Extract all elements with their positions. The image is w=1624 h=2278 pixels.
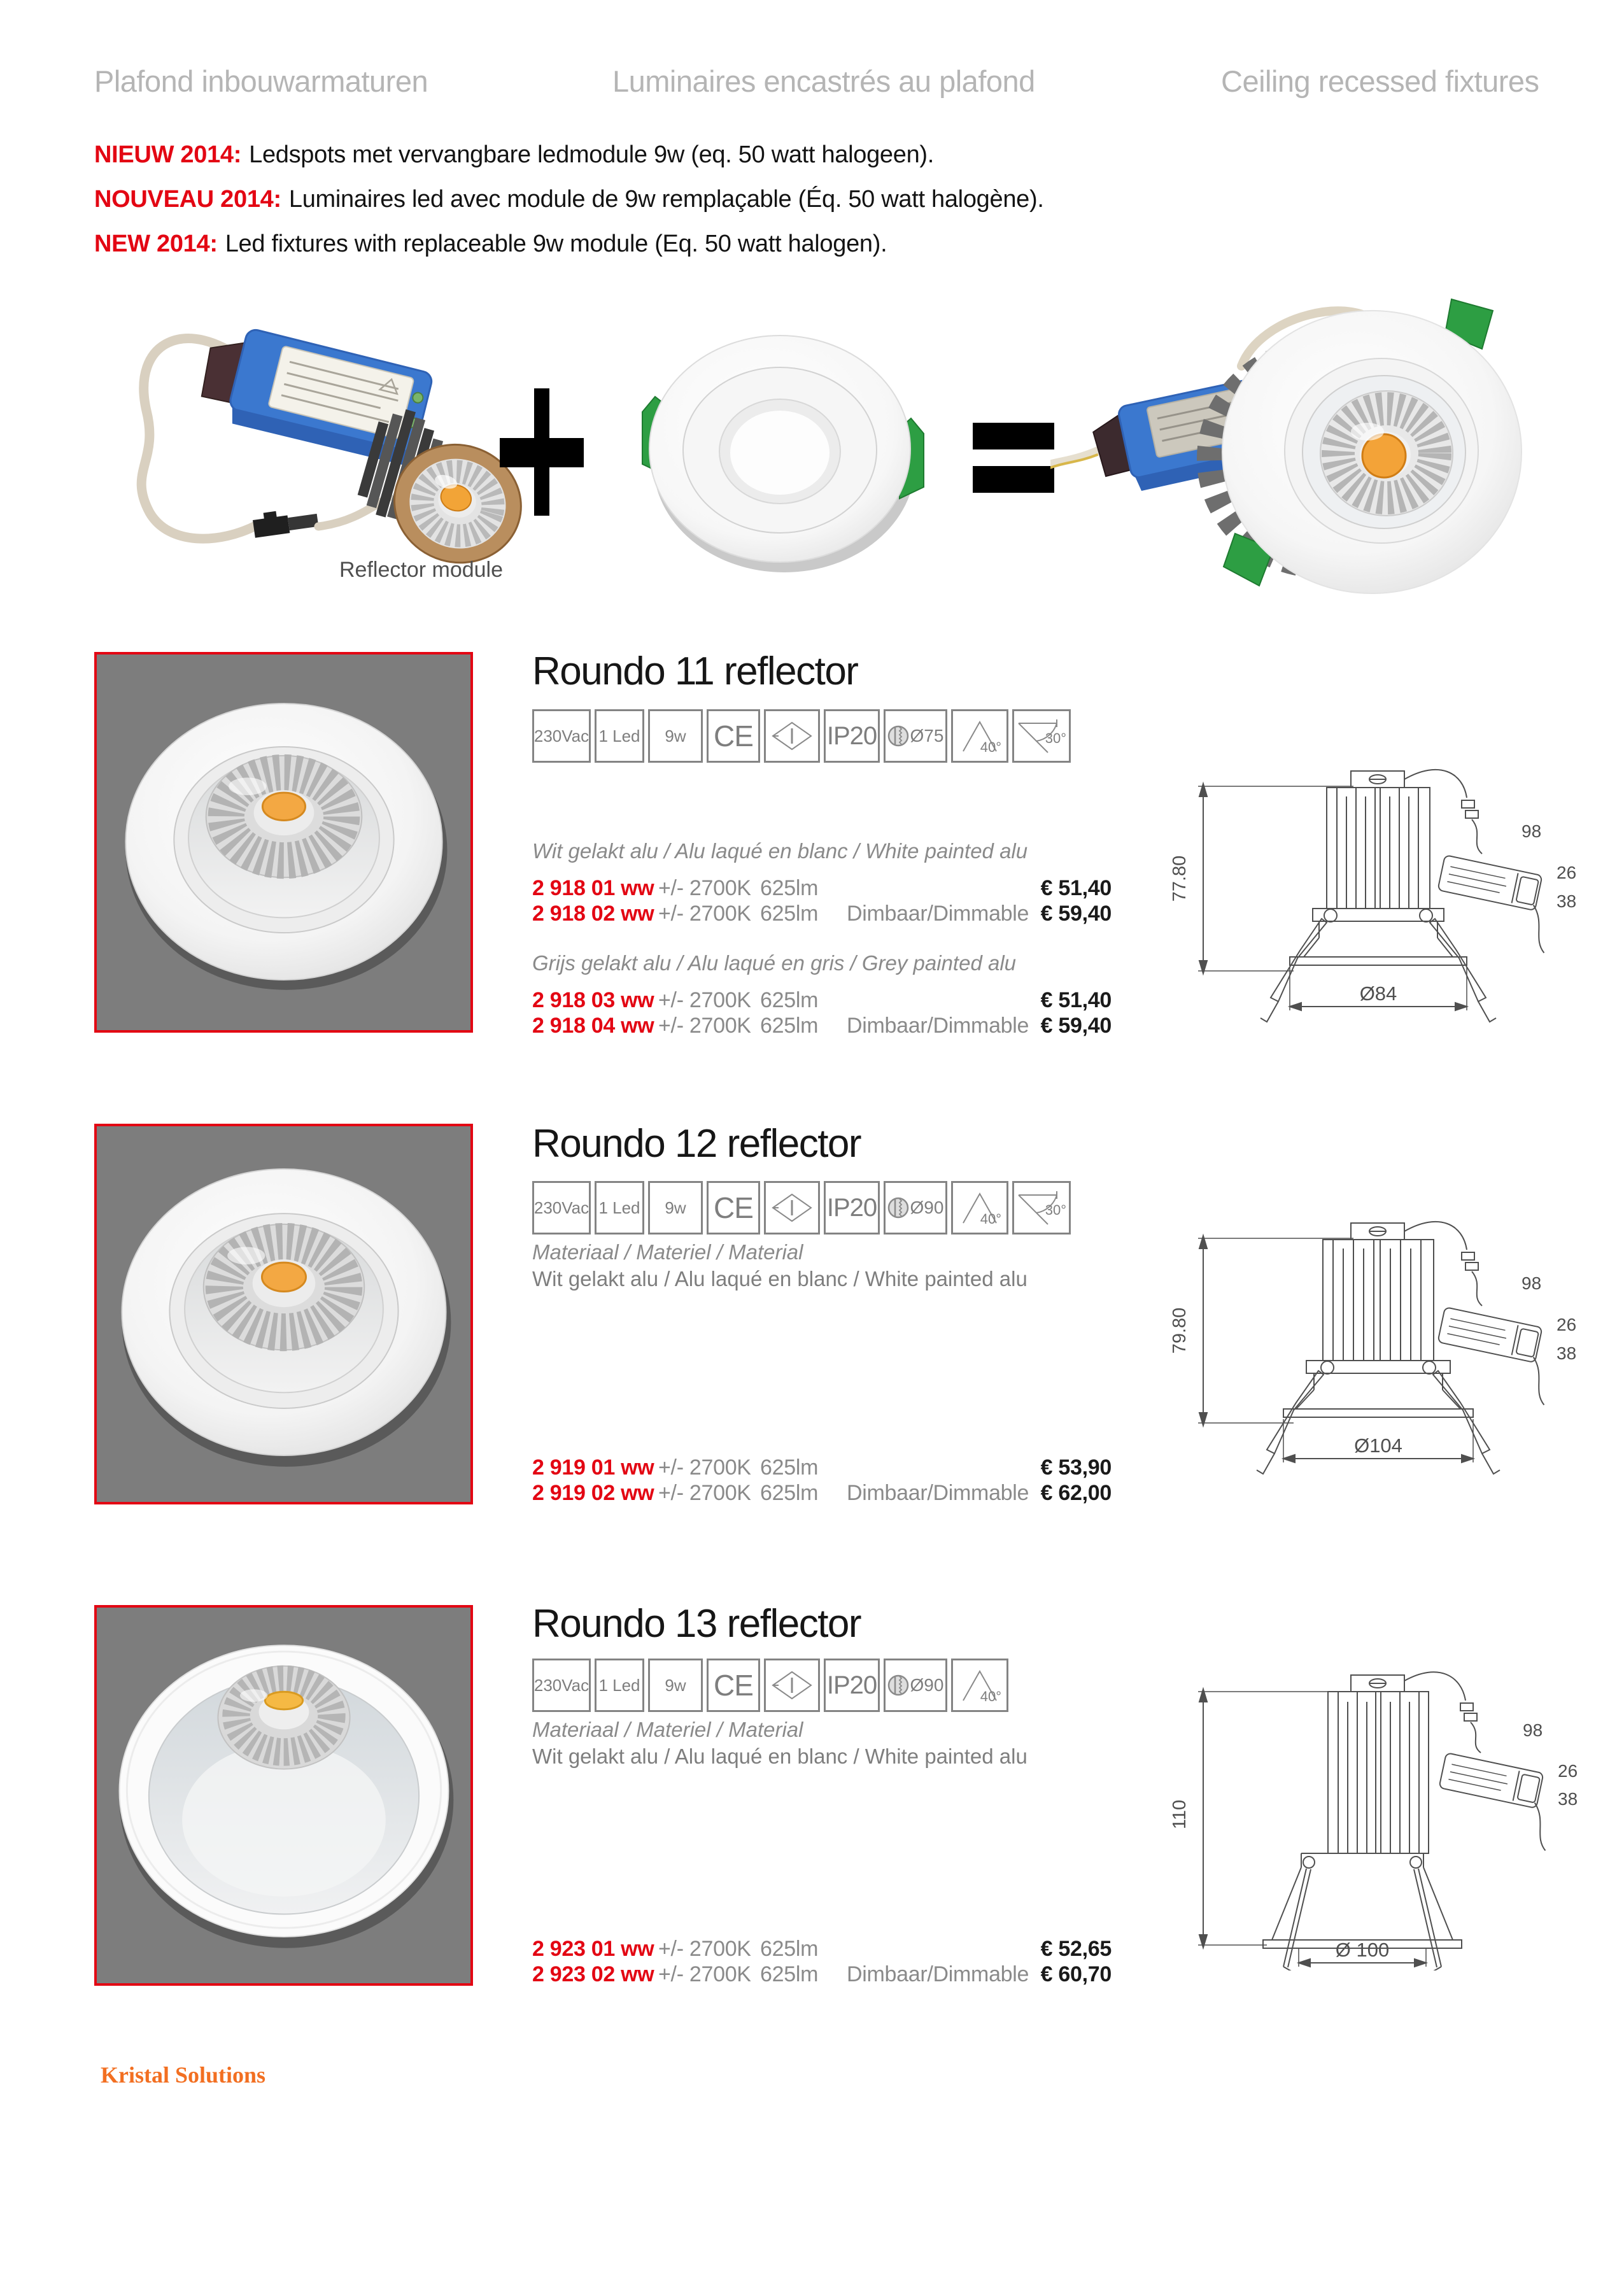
intro-line-nl (94, 141, 934, 169)
height-label: 79.80 (1169, 1307, 1190, 1354)
assembly-caption: Reflector module (339, 558, 504, 582)
dimmable-note: Dimbaar/Dimmable (847, 1962, 1029, 1986)
price: € 59,40 (1040, 1014, 1112, 1038)
intro-line-en (94, 230, 887, 258)
page-title-fr: Luminaires encastrés au plafond (612, 64, 1035, 98)
voltage-badge: 230Vac (532, 709, 591, 763)
page-title-nl: Plafond inbouwarmaturen (94, 64, 428, 98)
page-title-en: Ceiling recessed fixtures (1221, 64, 1539, 98)
tilt-angle-value: 30° (1045, 1202, 1066, 1218)
technical-drawing-roundo-13 (1140, 1652, 1585, 1970)
article-code: 2 923 01 ww (532, 1937, 654, 1961)
ip-rating-badge: IP20 (824, 1181, 880, 1235)
diameter-label: Ø104 (1354, 1434, 1402, 1457)
spec-badges-roundo-12 (532, 1181, 1071, 1235)
price: € 51,40 (1040, 876, 1112, 900)
intro-text-en: Led fixtures with replaceable 9w module (Eq. 50 watt halogen). (225, 230, 887, 257)
luminous-flux: 625lm (760, 876, 819, 900)
material-label: Materiaal / Materiel / Material (532, 1718, 803, 1741)
reflector-module-photo (111, 302, 532, 576)
product-title-roundo-13: Roundo 13 reflector (532, 1602, 861, 1646)
spec-badges-roundo-13 (532, 1659, 1008, 1712)
price-row (532, 1014, 1112, 1038)
luminous-flux: 625lm (760, 1937, 819, 1961)
driver-length-label: 98 (1523, 1720, 1543, 1740)
material-label: Materiaal / Materiel / Material (532, 1240, 803, 1264)
material-value: Wit gelakt alu / Alu laqué en blanc / White painted alu (532, 1267, 1027, 1291)
article-code: 2 919 02 ww (532, 1481, 654, 1505)
cutout-value: Ø90 (910, 1198, 944, 1217)
finish-heading-white: Wit gelakt alu / Alu laqué en blanc / White painted alu (532, 839, 1028, 863)
cutout-icon (887, 1674, 909, 1697)
cutout-icon (887, 1196, 909, 1219)
price-row (532, 876, 1112, 901)
luminous-flux: 625lm (760, 988, 819, 1012)
article-code: 2 918 02 ww (532, 902, 654, 926)
height-dimension (1198, 784, 1353, 973)
height-label: 110 (1169, 1799, 1190, 1830)
spec-badges-roundo-11 (532, 709, 1071, 763)
cutout-diameter-badge (884, 1181, 947, 1235)
led-count-badge: 1 Led (595, 1181, 644, 1235)
luminous-flux: 625lm (760, 1481, 819, 1505)
driver-width-label: 26 (1557, 863, 1577, 882)
cable-connector (252, 506, 319, 538)
dimmable-note: Dimbaar/Dimmable (847, 1014, 1029, 1038)
height-dimension (1198, 1236, 1353, 1426)
driver-outline (1404, 1672, 1561, 1850)
tilt-angle-badge (1012, 709, 1071, 763)
price: € 62,00 (1040, 1481, 1112, 1505)
equals-sign (973, 423, 1054, 493)
led-chip (262, 1263, 306, 1291)
diameter-label: Ø84 (1359, 982, 1397, 1005)
luminous-flux: 625lm (760, 1014, 819, 1038)
price: € 51,40 (1040, 988, 1112, 1012)
product-photo-roundo-12 (94, 1124, 473, 1504)
material-value: Wit gelakt alu / Alu laqué en blanc / White painted alu (532, 1744, 1027, 1768)
price-row (532, 988, 1112, 1013)
beam-angle-value: 40° (980, 739, 1001, 755)
driver-height-label: 38 (1558, 1789, 1578, 1809)
assembled-fixture-photo (1050, 290, 1553, 614)
color-temperature: +/- 2700K (658, 988, 751, 1012)
article-code: 2 918 01 ww (532, 876, 654, 900)
luminous-flux: 625lm (760, 1455, 819, 1480)
price: € 60,70 (1040, 1962, 1112, 1986)
trim-ring-photo (627, 315, 939, 589)
tilt-angle-value: 30° (1045, 730, 1066, 746)
driver-length-label: 98 (1522, 1273, 1542, 1293)
cutout-value: Ø75 (910, 726, 944, 746)
luminous-flux: 625lm (760, 1962, 819, 1986)
ip-rating-badge: IP20 (824, 1659, 880, 1712)
led-count-badge: 1 Led (595, 709, 644, 763)
article-code: 2 923 02 ww (532, 1962, 654, 1986)
class-diamond-icon (771, 1670, 813, 1701)
diameter-label: Ø 100 (1335, 1939, 1390, 1961)
fixture-outline (1263, 1675, 1462, 1970)
driver-height-label: 38 (1557, 891, 1577, 911)
intro-prefix-fr: NOUVEAU 2014: (94, 186, 281, 213)
beam-angle-value: 40° (980, 1688, 1001, 1704)
wattage-badge: 9w (648, 709, 703, 763)
driver-width-label: 26 (1557, 1315, 1577, 1334)
color-temperature: +/- 2700K (658, 1014, 751, 1038)
article-code: 2 919 01 ww (532, 1455, 654, 1480)
price-row (532, 1962, 1112, 1987)
product-title-roundo-11: Roundo 11 reflector (532, 649, 858, 693)
ce-mark-badge: CE (707, 1659, 760, 1712)
driver-width-label: 26 (1558, 1761, 1578, 1781)
price-row (532, 902, 1112, 926)
driver-height-label: 38 (1557, 1343, 1577, 1363)
color-temperature: +/- 2700K (658, 1481, 751, 1505)
driver-outline (1404, 1222, 1560, 1405)
technical-drawing-roundo-11 (1140, 748, 1585, 1035)
insulation-class-badge (764, 709, 820, 763)
beam-angle-badge (951, 709, 1008, 763)
class-diamond-icon (771, 1192, 813, 1223)
wattage-badge: 9w (648, 1659, 703, 1712)
luminous-flux: 625lm (760, 902, 819, 926)
insulation-class-badge (764, 1181, 820, 1235)
price: € 53,90 (1040, 1455, 1112, 1480)
product-photo-roundo-13 (94, 1605, 473, 1986)
led-chip (1362, 434, 1406, 478)
intro-text-fr: Luminaires led avec module de 9w remplaçable (Éq. 50 watt halogène). (288, 186, 1044, 213)
color-temperature: +/- 2700K (658, 876, 751, 900)
cutout-icon (887, 725, 909, 747)
price-row (532, 1481, 1112, 1506)
brand-logo-text: Kristal Solutions (101, 2062, 266, 2088)
price-row (532, 1937, 1112, 1962)
dimmable-note: Dimbaar/Dimmable (847, 902, 1029, 926)
led-count-badge: 1 Led (595, 1659, 644, 1712)
article-code: 2 918 04 ww (532, 1014, 654, 1038)
cutout-value: Ø90 (910, 1675, 944, 1695)
tilt-angle-badge (1012, 1181, 1071, 1235)
color-temperature: +/- 2700K (658, 1962, 751, 1986)
price: € 59,40 (1040, 902, 1112, 926)
plus-sign (500, 388, 584, 516)
color-temperature: +/- 2700K (658, 1937, 751, 1961)
class-diamond-icon (771, 721, 813, 751)
beam-angle-badge (951, 1659, 1008, 1712)
cutout-diameter-badge (884, 709, 947, 763)
price: € 52,65 (1040, 1937, 1112, 1961)
led-chip (262, 793, 305, 820)
driver-outline (1404, 770, 1560, 953)
driver-length-label: 98 (1522, 821, 1542, 841)
beam-angle-value: 40° (980, 1211, 1001, 1227)
product-title-roundo-12: Roundo 12 reflector (532, 1122, 861, 1166)
finish-heading-grey: Grijs gelakt alu / Alu laqué en gris / Grey painted alu (532, 951, 1017, 975)
color-temperature: +/- 2700K (658, 902, 751, 926)
beam-angle-badge (951, 1181, 1008, 1235)
dimmable-note: Dimbaar/Dimmable (847, 1481, 1029, 1505)
price-row (532, 1455, 1112, 1480)
intro-line-fr (94, 186, 1044, 213)
ip-rating-badge: IP20 (824, 709, 880, 763)
intro-text-nl: Ledspots met vervangbare ledmodule 9w (eq. 50 watt halogeen). (249, 141, 935, 168)
article-code: 2 918 03 ww (532, 988, 654, 1012)
insulation-class-badge (764, 1659, 820, 1712)
wattage-badge: 9w (648, 1181, 703, 1235)
cutout-diameter-badge (884, 1659, 947, 1712)
height-dimension (1198, 1689, 1352, 1948)
ce-mark-badge: CE (707, 1181, 760, 1235)
voltage-badge: 230Vac (532, 1659, 591, 1712)
voltage-badge: 230Vac (532, 1181, 591, 1235)
intro-prefix-en: NEW 2014: (94, 230, 218, 257)
ce-mark-badge: CE (707, 709, 760, 763)
intro-prefix-nl: NIEUW 2014: (94, 141, 242, 168)
product-photo-roundo-11 (94, 652, 473, 1033)
color-temperature: +/- 2700K (658, 1455, 751, 1480)
height-label: 77.80 (1169, 855, 1190, 902)
technical-drawing-roundo-12 (1140, 1200, 1585, 1487)
led-chip (265, 1692, 302, 1709)
